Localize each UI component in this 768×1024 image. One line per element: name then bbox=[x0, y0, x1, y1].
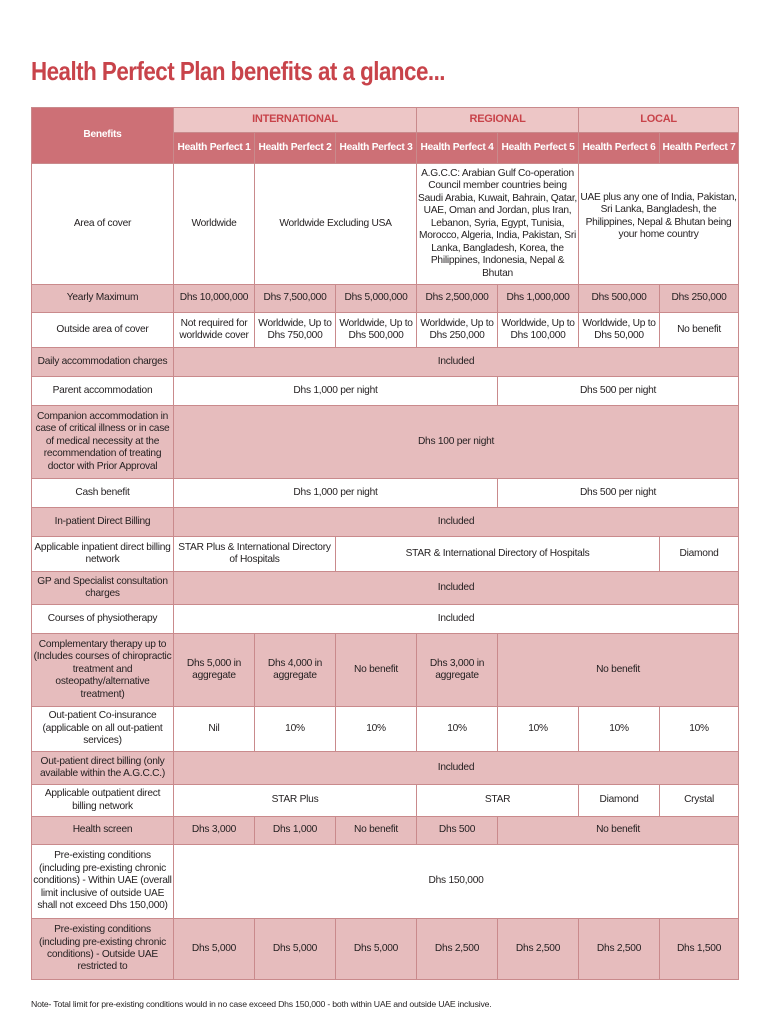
cell: Worldwide bbox=[174, 164, 255, 285]
table-row bbox=[32, 508, 739, 537]
cell: 10% bbox=[498, 707, 579, 752]
table-row bbox=[32, 164, 739, 285]
table-row bbox=[32, 707, 739, 752]
regional-header: REGIONAL bbox=[417, 108, 579, 133]
cell: 10% bbox=[579, 707, 660, 752]
table-row bbox=[32, 479, 739, 508]
row-label: GP and Specialist consultation charges bbox=[32, 572, 174, 605]
cell: 10% bbox=[255, 707, 336, 752]
row-label: Applicable outpatient direct billing network bbox=[32, 785, 174, 817]
cell: Included bbox=[174, 508, 739, 537]
row-label: Pre-existing conditions (including pre-existing chronic conditions) - Within UAE (overall limit inclusive of outside UAE shall not exceed Dhs 150,000) bbox=[32, 845, 174, 919]
cell: Dhs 7,500,000 bbox=[255, 285, 336, 313]
cell: Worldwide, Up to Dhs 250,000 bbox=[417, 313, 498, 348]
cell: Dhs 5,000 bbox=[174, 919, 255, 980]
plan-header: Health Perfect 7 bbox=[660, 133, 739, 164]
cell: 10% bbox=[417, 707, 498, 752]
cell: Included bbox=[174, 572, 739, 605]
cell: No benefit bbox=[498, 634, 739, 707]
plan-header: Health Perfect 5 bbox=[498, 133, 579, 164]
cell: Dhs 150,000 bbox=[174, 845, 739, 919]
cell: Worldwide, Up to Dhs 750,000 bbox=[255, 313, 336, 348]
cell: Worldwide, Up to Dhs 100,000 bbox=[498, 313, 579, 348]
benefits-table bbox=[31, 107, 739, 980]
cell: Dhs 3,000 in aggregate bbox=[417, 634, 498, 707]
row-label: Area of cover bbox=[32, 164, 174, 285]
table-row bbox=[32, 605, 739, 634]
row-label: Pre-existing conditions (including pre-existing chronic conditions) - Outside UAE restricted to bbox=[32, 919, 174, 980]
cell: Dhs 500 per night bbox=[498, 377, 739, 406]
table-row bbox=[32, 919, 739, 980]
benefits-header: Benefits bbox=[32, 108, 174, 164]
cell: Dhs 2,500 bbox=[498, 919, 579, 980]
cell: Dhs 1,000,000 bbox=[498, 285, 579, 313]
row-label: Complementary therapy up to (Includes courses of chiropractic treatment and osteopathy/alternative treatment) bbox=[32, 634, 174, 707]
table-row bbox=[32, 313, 739, 348]
table-row bbox=[32, 377, 739, 406]
table-row bbox=[32, 285, 739, 313]
cell: No benefit bbox=[660, 313, 739, 348]
cell: Dhs 2,500 bbox=[579, 919, 660, 980]
cell: Dhs 4,000 in aggregate bbox=[255, 634, 336, 707]
cell: STAR Plus & International Directory of Hospitals bbox=[174, 537, 336, 572]
cell: Dhs 1,000 per night bbox=[174, 377, 498, 406]
cell: STAR Plus bbox=[174, 785, 417, 817]
cell: Dhs 1,000 bbox=[255, 817, 336, 845]
cell: Dhs 100 per night bbox=[174, 406, 739, 479]
cell: Included bbox=[174, 752, 739, 785]
row-label: Daily accommodation charges bbox=[32, 348, 174, 377]
cell: No benefit bbox=[336, 817, 417, 845]
cell: Dhs 1,000 per night bbox=[174, 479, 498, 508]
row-label: Companion accommodation in case of critical illness or in case of medical necessity at the recommendation of treating doctor with Prior Approval bbox=[32, 406, 174, 479]
footnote: Note- Total limit for pre-existing conditions would in no case exceed Dhs 150,000 - both within UAE and outside UAE inclusive. bbox=[31, 999, 492, 1009]
cell: Dhs 250,000 bbox=[660, 285, 739, 313]
cell: Included bbox=[174, 605, 739, 634]
table-row bbox=[32, 785, 739, 817]
cell: Included bbox=[174, 348, 739, 377]
row-label: Parent accommodation bbox=[32, 377, 174, 406]
cell: Dhs 10,000,000 bbox=[174, 285, 255, 313]
cell: Not required for worldwide cover bbox=[174, 313, 255, 348]
row-label: Applicable inpatient direct billing network bbox=[32, 537, 174, 572]
cell: Nil bbox=[174, 707, 255, 752]
row-label: Health screen bbox=[32, 817, 174, 845]
table-row bbox=[32, 817, 739, 845]
row-label: Out-patient Co-insurance (applicable on all out-patient services) bbox=[32, 707, 174, 752]
table-row bbox=[32, 537, 739, 572]
table-row bbox=[32, 572, 739, 605]
cell: Dhs 5,000,000 bbox=[336, 285, 417, 313]
plan-header: Health Perfect 2 bbox=[255, 133, 336, 164]
table-row bbox=[32, 752, 739, 785]
row-label: Out-patient direct billing (only available within the A.G.C.C.) bbox=[32, 752, 174, 785]
local-header: LOCAL bbox=[579, 108, 739, 133]
row-label: Yearly Maximum bbox=[32, 285, 174, 313]
cell: No benefit bbox=[498, 817, 739, 845]
cell: Diamond bbox=[579, 785, 660, 817]
cell: 10% bbox=[336, 707, 417, 752]
cell: Dhs 500,000 bbox=[579, 285, 660, 313]
cell: UAE plus any one of India, Pakistan, Sri Lanka, Bangladesh, the Philippines, Nepal & Bhutan being your home country bbox=[579, 164, 739, 285]
cell: Dhs 1,500 bbox=[660, 919, 739, 980]
cell: Diamond bbox=[660, 537, 739, 572]
international-header: INTERNATIONAL bbox=[174, 108, 417, 133]
cell: Dhs 500 per night bbox=[498, 479, 739, 508]
table-row bbox=[32, 348, 739, 377]
cell: Dhs 5,000 in aggregate bbox=[174, 634, 255, 707]
cell: Dhs 2,500 bbox=[417, 919, 498, 980]
row-label: Courses of physiotherapy bbox=[32, 605, 174, 634]
plan-header: Health Perfect 3 bbox=[336, 133, 417, 164]
cell: A.G.C.C: Arabian Gulf Co-operation Council member countries being Saudi Arabia, Kuwait, Bahrain, Qatar, UAE, Oman and Jordan, plus Iran, Lebanon, Syria, Egypt, Tunisia, Morocco, Algeria, India, Pakistan, Sri Lanka, Bangladesh, Korea, the Philippines, Indonesia, Nepal & Bhutan bbox=[417, 164, 579, 285]
group-header-row bbox=[32, 108, 739, 133]
table-row bbox=[32, 406, 739, 479]
cell: No benefit bbox=[336, 634, 417, 707]
plan-header: Health Perfect 1 bbox=[174, 133, 255, 164]
cell: Worldwide, Up to Dhs 500,000 bbox=[336, 313, 417, 348]
table-row bbox=[32, 845, 739, 919]
cell: Crystal bbox=[660, 785, 739, 817]
cell: 10% bbox=[660, 707, 739, 752]
plan-header: Health Perfect 4 bbox=[417, 133, 498, 164]
row-label: In-patient Direct Billing bbox=[32, 508, 174, 537]
cell: Worldwide, Up to Dhs 50,000 bbox=[579, 313, 660, 348]
page-title: Health Perfect Plan benefits at a glance... bbox=[31, 56, 445, 86]
row-label: Outside area of cover bbox=[32, 313, 174, 348]
row-label: Cash benefit bbox=[32, 479, 174, 508]
cell: Dhs 5,000 bbox=[255, 919, 336, 980]
cell: STAR & International Directory of Hospitals bbox=[336, 537, 660, 572]
cell: Worldwide Excluding USA bbox=[255, 164, 417, 285]
cell: Dhs 500 bbox=[417, 817, 498, 845]
cell: Dhs 3,000 bbox=[174, 817, 255, 845]
cell: STAR bbox=[417, 785, 579, 817]
plan-header: Health Perfect 6 bbox=[579, 133, 660, 164]
cell: Dhs 5,000 bbox=[336, 919, 417, 980]
cell: Dhs 2,500,000 bbox=[417, 285, 498, 313]
table-row bbox=[32, 634, 739, 707]
